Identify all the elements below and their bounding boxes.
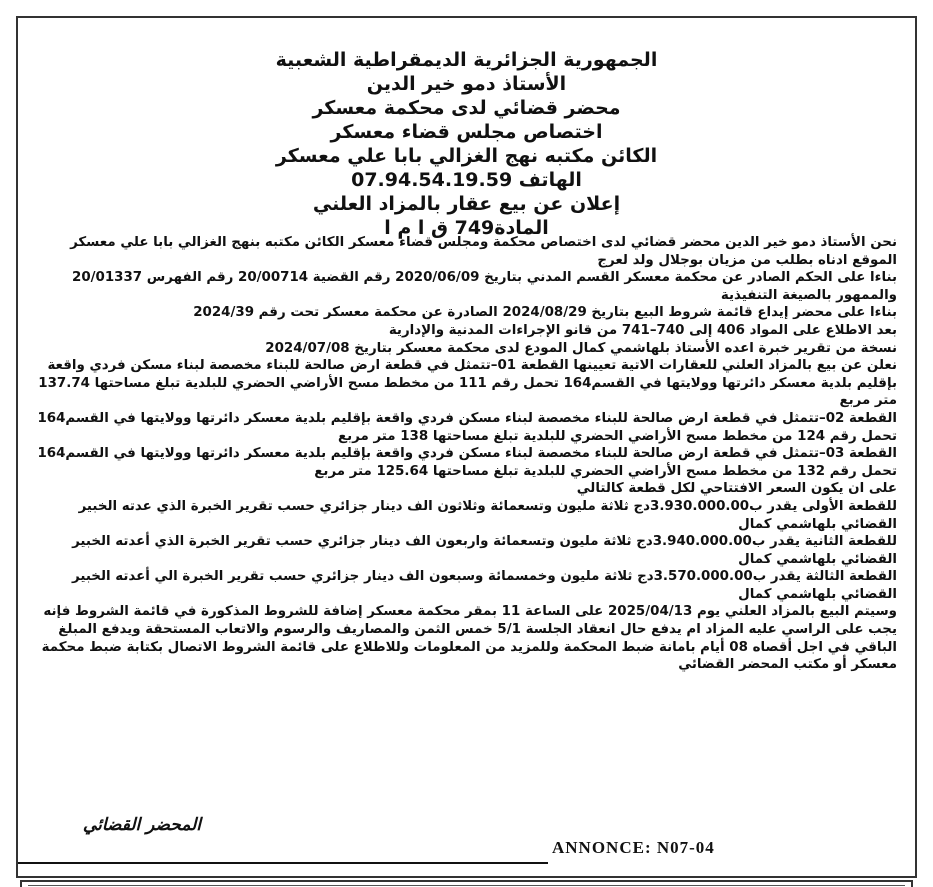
lot-3-price: القطعة الثالثة يقدر ب3.570.000.00دج ثلاثة مليون وخمسمائة وسبعون الف دينار جزائري حسب تقرير الخبرة الي أعدته الخبير القضائي بلهاشمي كمال — [72, 569, 897, 602]
phone-number: الهاتف 07.94.54.19.59 — [351, 169, 582, 191]
lot-1-paragraph: نعلن عن بيع بالمزاد العلني للعقارات الاتية تعيينها القطعة 01–تتمثل في قطعة ارض صالحة للبناء مخصصة لبناء مسكن فردي واقعة بإقليم بلدية معسكر دائرتها وولايتها في القسم164 تحمل رقم 111 من مخطط مسح الأراضي الحضري للبلدية تبلغ مساحتها 137.74 متر مربع — [38, 358, 897, 409]
bailiff-name: الأستاذ دمو خير الدين — [366, 73, 567, 95]
bailiff-signature: المحضر القضائي — [82, 815, 201, 835]
next-announcement-border — [20, 880, 913, 887]
annonce-rule — [18, 862, 548, 864]
lot-2-paragraph: القطعة 02–تتمثل في قطعة ارض صالحة للبناء مخصصة لبناء مسكن فردي واقعة بإقليم بلدية معسكر دائرتها وولايتها في القسم164 تحمل رقم 124 من مخطط مسح الأراضي الحضري للبلدية تبلغ مساحتها 138 متر مربع — [37, 410, 897, 444]
lot-3-paragraph: القطعة 03–تتمثل في قطعة ارض صالحة للبناء مخصصة لبناء مسكن فردي واقعة بإقليم بلدية معسكر دائرتها وولايتها في القسم164 تحمل رقم 132 من مخطط مسح الأراضي الحضري للبلدية تبلغ مساحتها 125.64 متر مربع — [37, 446, 897, 479]
jurisdiction: اختصاص مجلس قضاء معسكر — [330, 121, 603, 143]
republic-title: الجمهورية الجزائرية الديمقراطية الشعبية — [275, 49, 658, 71]
articles-paragraph: بعد الاطلاع على المواد 406 إلى 740–741 من قانو الإجراءات المدنية والإدارية — [388, 322, 897, 338]
announcement-header — [30, 48, 903, 240]
bailiff-court: محضر قضائي لدى محكمة معسكر — [312, 97, 621, 119]
judgment-paragraph: بناءا على الحكم الصادر عن محكمة معسكر القسم المدني بتاريخ 2020/06/09 رقم القضية 20/00714 رقم الفهرس 20/01337 والممهور بالصيغة التنفيذية — [72, 270, 897, 303]
office-address: الكائن مكتبه نهج الغزالي بابا علي معسكر — [275, 145, 658, 167]
lot-2-price: للقطعة الثانية يقدر ب3.940.000.00دج ثلاثة مليون وتسعمائة واربعون الف دينار جزائري حسب تقرير الخبرة الذي أعدته الخبير القضائي بلهاشمي كمال — [72, 534, 897, 567]
conditions-deposit-paragraph: بناءا على محضر إيداع قائمة شروط البيع بتاريخ 2024/08/29 الصادرة عن محكمة معسكر تحت رقم 2024/39 — [193, 305, 897, 321]
lot-1-price: للقطعة الأولى يقدر ب3.930.000.00دج ثلاثة مليون وتسعمائة وثلاثون الف دينار جزائري حسب تقرير الخبرة الذي عدته الخبير القضائي بلهاشمي كمال — [78, 498, 897, 532]
annonce-number: ANNONCE: N07-04 — [552, 838, 715, 857]
notice-title: إعلان عن بيع عقار بالمزاد العلني — [312, 193, 621, 215]
intro-paragraph: نحن الأستاذ دمو خير الدين محضر قضائي لدى اختصاص محكمة ومجلس قضاء معسكر الكائن مكتبه بنهج الغزالي بابا علي معسكر الموقع ادناه بطلب من مزيان بوجلال ولد لعرج — [70, 235, 897, 268]
announcement-body — [34, 234, 897, 674]
legal-article: المادة749 ق ا م ا — [384, 217, 549, 239]
expertise-paragraph: نسخة من تقرير خبرة اعده الأستاذ بلهاشمي كمال المودع لدى محكمة معسكر بتاريخ 2024/07/08 — [265, 340, 897, 356]
opening-price-intro: على ان يكون السعر الافتتاحي لكل قطعة كالتالي — [576, 481, 897, 497]
sale-terms-paragraph: وسيتم البيع بالمزاد العلني يوم 2025/04/13 على الساعة 11 بمقر محكمة معسكر إضافة للشروط المذكورة في قائمة الشروط فإنه يجب على الراسي عليه المزاد ام يدفع حال انعقاد الجلسة 5/1 خمس الثمن والمصاريف والرسوم والاتعاب المستحقة ويدفع المبلغ الباقي في اجل أقصاه 08 أيام بامانة ضبط المحكمة وللمزيد من المعلومات وللاطلاع على قائمة الشروط الاتصال بكتابة ضبط محكمة معسكر أو مكتب المحضر القضائي — [41, 604, 897, 673]
